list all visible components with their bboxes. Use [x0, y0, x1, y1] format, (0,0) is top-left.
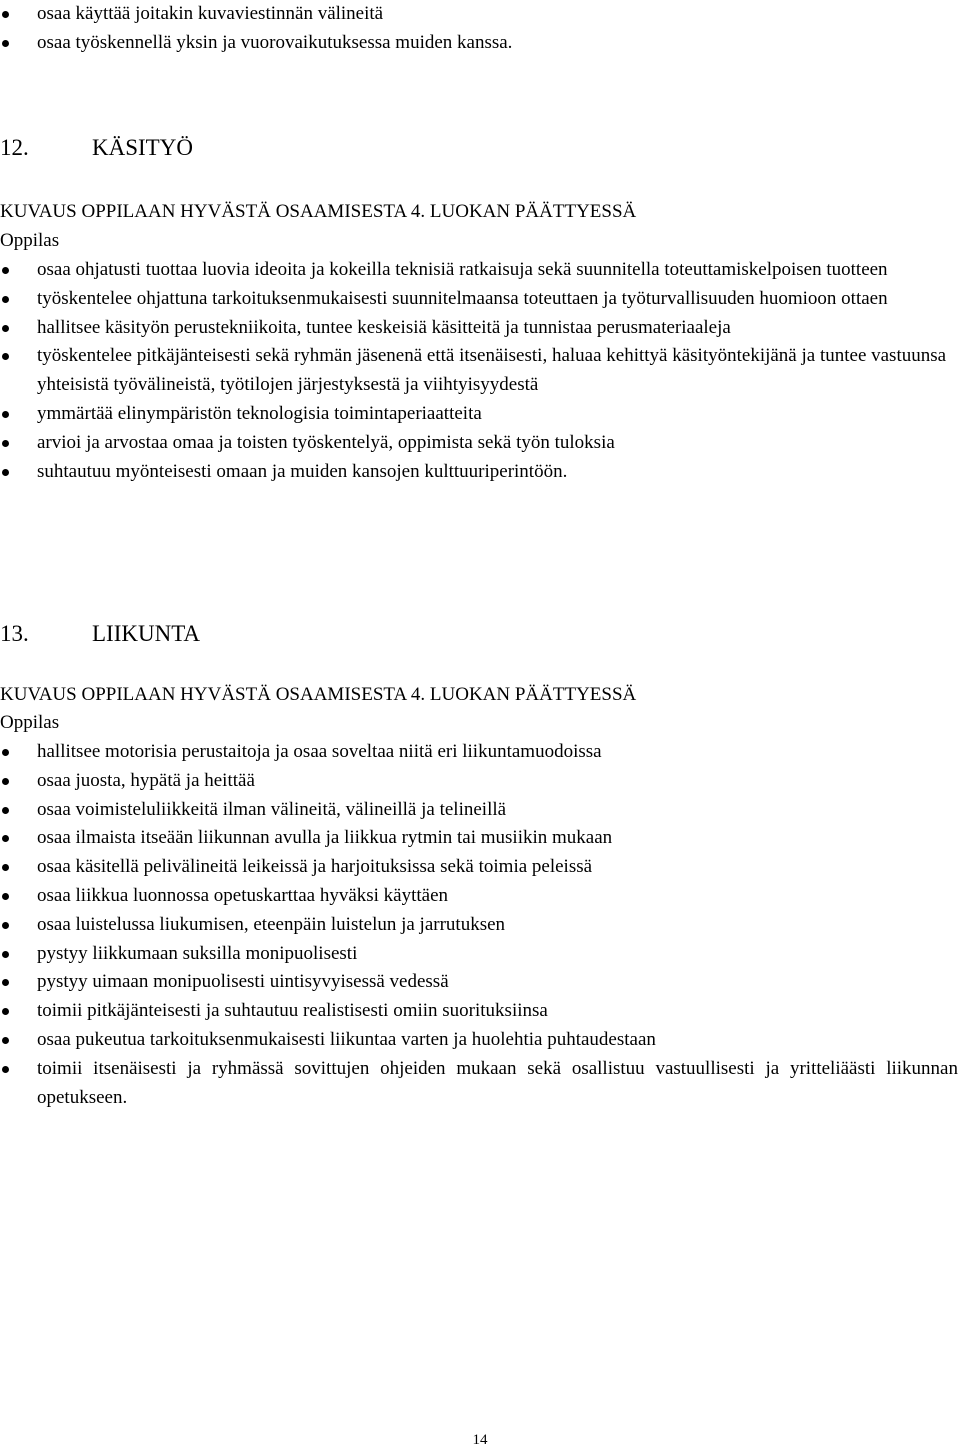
list-item-text: osaa työskennellä yksin ja vuorovaikutuksessa muiden kanssa. — [37, 31, 513, 53]
list-item-text: osaa ilmaista itseään liikunnan avulla ja liikkua rytmin tai musiikin mukaan — [37, 827, 613, 849]
list-item-text: pystyy liikkumaan suksilla monipuolisesti — [37, 942, 358, 964]
bullet-icon — [2, 1066, 9, 1073]
list-item-text: osaa juosta, hypätä ja heittää — [37, 769, 255, 791]
list-item — [0, 29, 960, 58]
bullet-icon — [2, 749, 9, 756]
bullet-icon — [2, 353, 9, 360]
list-item-text: osaa liikkua luonnossa opetuskarttaa hyväksi käyttäen — [37, 884, 449, 906]
list-item-text: työskentelee ohjattuna tarkoituksenmukaisesti suunnitelmaansa toteuttaen ja työturvallisuuden huomioon ottaen — [37, 287, 888, 309]
section-12-number: 12. — [0, 135, 29, 160]
bullet-icon — [2, 1037, 9, 1044]
bullet-icon — [2, 1008, 9, 1015]
section-13-bullet-list — [0, 738, 960, 1112]
section-12-heading — [0, 134, 193, 162]
section-12-bullet-list — [0, 256, 960, 486]
list-item — [0, 767, 960, 796]
top-bullet-list — [0, 0, 960, 58]
section-12-subtitle: KUVAUS OPPILAAN HYVÄSTÄ OSAAMISESTA 4. LUOKAN PÄÄTTYESSÄ — [0, 201, 637, 222]
list-item-text: arvioi ja arvostaa omaa ja toisten työskentelyä, oppimista sekä työn tuloksia — [37, 431, 615, 453]
list-item-text: hallitsee käsityön perustekniikoita, tuntee keskeisiä käsitteitä ja tunnistaa perusmateriaaleja — [37, 316, 731, 338]
bullet-icon — [2, 440, 9, 447]
page-number: 14 — [472, 1432, 488, 1448]
list-item — [0, 968, 960, 997]
list-item-text: toimii pitkäjänteisesti ja suhtautuu realistisesti omiin suorituksiinsa — [37, 1000, 548, 1022]
bullet-icon — [2, 951, 9, 958]
bullet-icon — [2, 411, 9, 418]
list-item-text: ymmärtää elinympäristön teknologisia toimintaperiaatteita — [37, 402, 482, 424]
list-item-text: osaa luistelussa liukumisen, eteenpäin luistelun ja jarrutuksen — [37, 913, 506, 935]
list-item — [0, 1055, 960, 1113]
bullet-icon — [2, 835, 9, 842]
section-13-heading — [0, 620, 200, 648]
bullet-icon — [2, 864, 9, 871]
list-item — [0, 342, 960, 400]
list-item-text: työskentelee pitkäjänteisesti sekä ryhmän jäsenenä että itsenäisesti, haluaa kehittyä käsityöntekijänä ja tuntee vastuunsa yhteisistä työvälineistä, työtilojen järjestyksestä ja viihtyisyydestä — [37, 345, 947, 396]
bullet-icon — [2, 469, 9, 476]
bullet-icon — [2, 267, 9, 274]
list-item — [0, 940, 960, 969]
list-item-text: osaa pukeutua tarkoituksenmukaisesti liikuntaa varten ja huolehtia puhtaudestaan — [37, 1028, 656, 1050]
bullet-icon — [2, 40, 9, 47]
list-item — [0, 997, 960, 1026]
list-item — [0, 853, 960, 882]
bullet-icon — [2, 979, 9, 986]
list-item — [0, 429, 960, 458]
list-item-text: osaa käyttää joitakin kuvaviestinnän välineitä — [37, 3, 384, 24]
list-item — [0, 458, 960, 487]
bullet-icon — [2, 893, 9, 900]
list-item — [0, 796, 960, 825]
bullet-icon — [2, 296, 9, 303]
section-13-pupil-label: Oppilas — [0, 712, 60, 733]
section-12-pupil-label: Oppilas — [0, 230, 60, 251]
list-item — [0, 400, 960, 429]
list-item — [0, 0, 960, 29]
list-item — [0, 314, 960, 343]
list-item — [0, 738, 960, 767]
bullet-icon — [2, 11, 9, 18]
section-12-title: KÄSITYÖ — [92, 135, 193, 160]
bullet-icon — [2, 325, 9, 332]
list-item-text: pystyy uimaan monipuolisesti uintisyvyisessä vedessä — [37, 971, 449, 993]
bullet-icon — [2, 807, 9, 814]
list-item-text: suhtautuu myönteisesti omaan ja muiden kansojen kulttuuriperintöön. — [37, 460, 568, 482]
bullet-icon — [2, 778, 9, 785]
section-13-title: LIIKUNTA — [92, 621, 201, 646]
list-item-text: hallitsee motorisia perustaitoja ja osaa soveltaa niitä eri liikuntamuodoissa — [37, 741, 602, 762]
list-item — [0, 882, 960, 911]
list-item — [0, 256, 960, 285]
list-item — [0, 1026, 960, 1055]
list-item — [0, 285, 960, 314]
section-13-number: 13. — [0, 621, 29, 646]
section-13-subtitle: KUVAUS OPPILAAN HYVÄSTÄ OSAAMISESTA 4. LUOKAN PÄÄTTYESSÄ — [0, 684, 637, 705]
list-item-text: osaa ohjatusti tuottaa luovia ideoita ja kokeilla teknisiä ratkaisuja sekä suunnitella toteuttamiskelpoisen tuotteen — [37, 259, 888, 280]
list-item-text: osaa käsitellä pelivälineitä leikeissä ja harjoituksissa sekä toimia peleissä — [37, 856, 593, 878]
list-item — [0, 911, 960, 940]
bullet-icon — [2, 922, 9, 929]
list-item-text: toimii itsenäisesti ja ryhmässä sovittujen ohjeiden mukaan sekä osallistuu vastuullisesti ja yritteliäästi liikunnan opetukseen. — [37, 1057, 958, 1108]
list-item-text: osaa voimisteluliikkeitä ilman välineitä, välineillä ja telineillä — [37, 798, 507, 820]
list-item — [0, 824, 960, 853]
